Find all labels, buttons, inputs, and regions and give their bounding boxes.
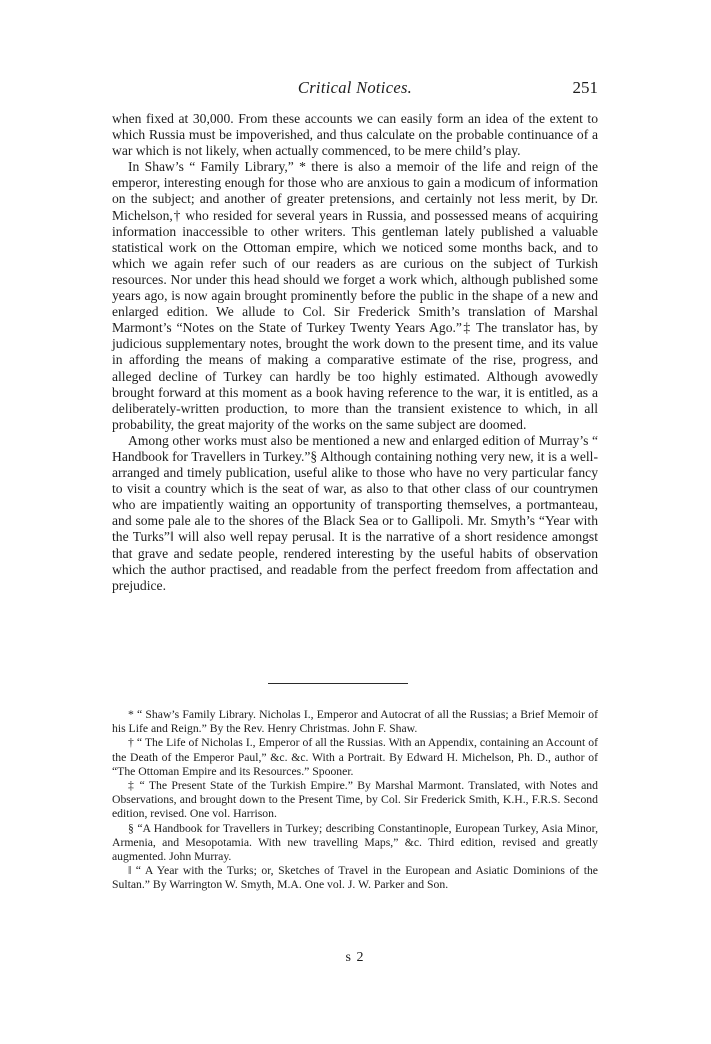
footnote-divider [268, 683, 408, 684]
page-number: 251 [572, 78, 598, 97]
page-header [112, 78, 598, 102]
footnote: * “ Shaw’s Family Library. Nicholas I., Emperor and Autocrat of all the Russias; a Brief Memoir of his Life and Reign.” By the Rev. Henry Christmas. John F. Shaw. [112, 708, 598, 736]
footnote: ‡ “ The Present State of the Turkish Empire.” By Marshal Marmont. Translated, with Notes and Observations, and brought down to the Present Time, by Col. Sir Frederick Smith, K.H., F.R.S. Second edition, revised. One vol. Harrison. [112, 779, 598, 821]
body-paragraph: Among other works must also be mentioned a new and enlarged edition of Murray’s “ Handbook for Travellers in Turkey.”§ Although containing nothing very new, it is a well-arranged and timely publication, useful alike to those who have no very particular fancy to visit a country which is the seat of war, as also to that other class of our countrymen who are impatiently waiting an opportunity of transporting themselves, a portmanteau, and some pale ale to the shores of the Black Sea or to Gallipoli. Mr. Smyth’s “Year with the Turks”‖ will also well repay perusal. It is the narrative of a short residence amongst that grave and sedate people, rendered interesting by the useful habits of observation which the author practised, and readable from the perfect freedom from affectation and prejudice. [112, 432, 598, 593]
body-text [112, 111, 598, 594]
signature-mark: s 2 [345, 950, 365, 965]
footnote: † “ The Life of Nicholas I., Emperor of all the Russias. With an Appendix, containing an Account of the Death of the Emperor Paul,” &c. &c. With a Portrait. By Edward H. Michelson, Ph. D., author of “The Ottoman Empire and its Resources.” Spooner. [112, 736, 598, 778]
footnote: ‖ “ A Year with the Turks; or, Sketches of Travel in the European and Asiatic Dominions of the Sultan.” By Warrington W. Smyth, M.A. One vol. J. W. Parker and Son. [112, 864, 598, 892]
body-paragraph: In Shaw’s “ Family Library,” * there is also a memoir of the life and reign of the emperor, interesting enough for those who are anxious to gain a modicum of information on the subject; and another of greater pretensions, and certainly not less merit, by Dr. Michelson,† who resided for several years in Russia, and possessed means of acquiring information inaccessible to other writers. This gentleman lately published a valuable statistical work on the Ottoman empire, which we noticed some months back, and to which we again refer such of our readers as are curious on the subject of Turkish resources. Nor under this head should we forget a work which, although published some years ago, is now again brought prominently before the public in the shape of a new and enlarged edition. We allude to Col. Sir Frederick Smith’s translation of Marshal Marmont’s “Notes on the State of Turkey Twenty Years Ago.”‡ The translator has, by judicious supplementary notes, brought the work down to the present time, and its value in affording the means of making a comparative estimate of the rise, progress, and alleged decline of Turkey can hardly be too highly estimated. Although avowedly brought forward at this moment as a book having reference to the war, it is entitled, as a deliberately-written production, to more than the transient existence to which, in all probability, the great majority of the works on the same subject are doomed. [112, 159, 598, 432]
running-head: Critical Notices. [297, 78, 413, 97]
footnotes [112, 708, 598, 893]
body-paragraph: when fixed at 30,000. From these accounts we can easily form an idea of the extent to which Russia must be impoverished, and thus calculate on the probable continuance of a war which is not likely, when actually commenced, to be mere child’s play. [112, 111, 598, 159]
footnote: § “A Handbook for Travellers in Turkey; describing Constantinople, European Turkey, Asia Minor, Armenia, and Mesopotamia. With new travelling Maps,” &c. Third edition, revised and greatly augmented. John Murray. [112, 821, 598, 864]
